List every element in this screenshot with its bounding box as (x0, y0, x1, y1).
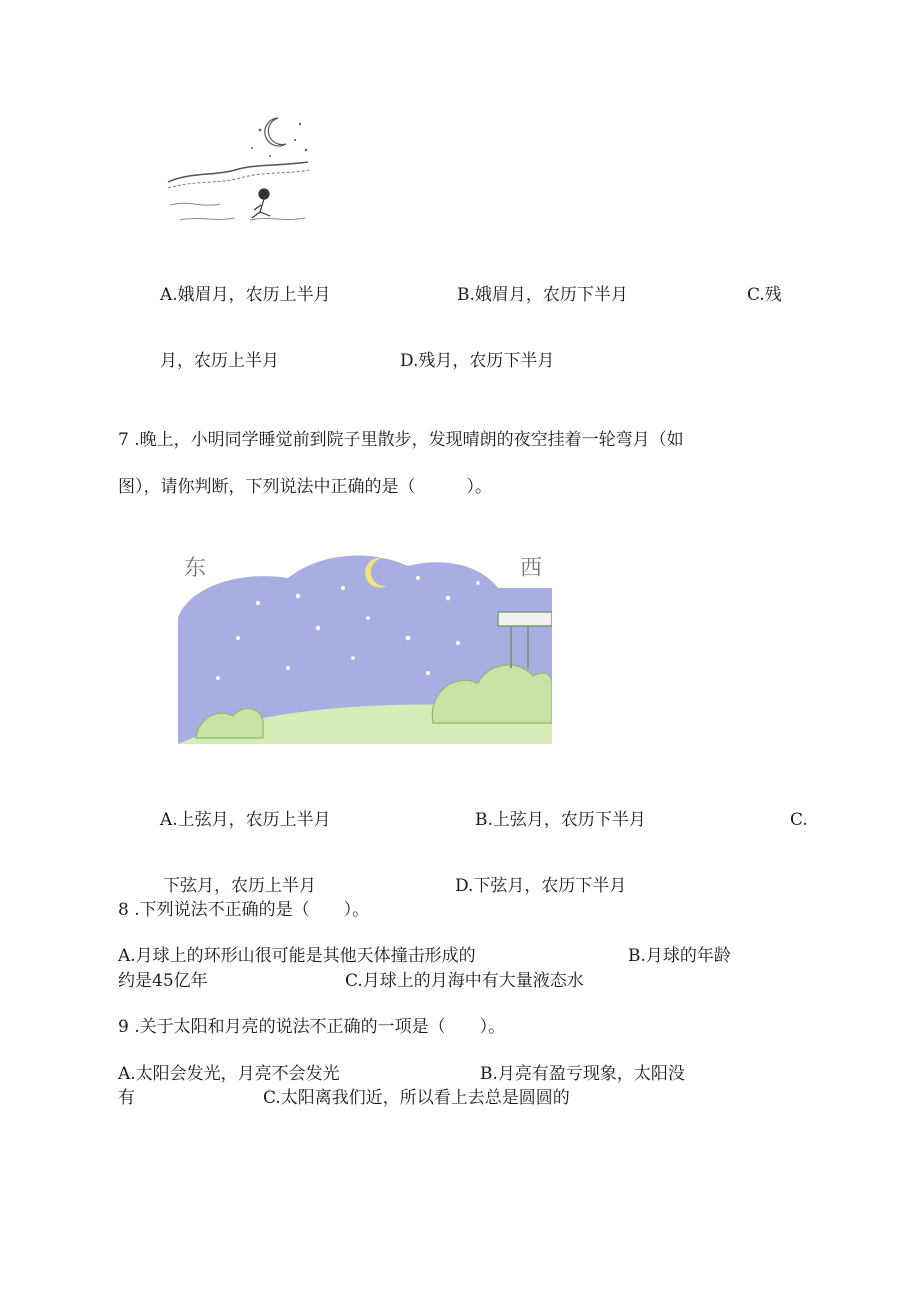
q6-option-c-rest[interactable]: 月，农历上半月 (160, 351, 279, 371)
q7-stem-line2: 图），请你判断，下列说法中正确的是（ ）。 (118, 477, 492, 497)
q9-option-b-part[interactable]: B.月亮有盈亏现象，太阳没 (480, 1064, 685, 1084)
q7-option-c-rest[interactable]: 下弦月，农历上半月 (163, 876, 316, 896)
moon-sketch-illustration (160, 110, 315, 235)
q6-option-a[interactable]: A.娥眉月，农历上半月 (160, 285, 331, 305)
q7-option-b[interactable]: B.上弦月，农历下半月 (475, 810, 646, 830)
q9-stem: 9 .关于太阳和月亮的说法不正确的一项是（ ）。 (118, 1017, 506, 1037)
q8-stem: 8 .下列说法不正确的是（ ）。 (118, 900, 370, 920)
q9-option-b-rest[interactable]: 有 (118, 1088, 135, 1108)
east-label: 东 (184, 556, 207, 581)
q7-option-a[interactable]: A.上弦月，农历上半月 (160, 810, 331, 830)
night-sky-illustration (178, 548, 552, 744)
q7-stem-line1: 7 .晚上，小明同学睡觉前到院子里散步，发现晴朗的夜空挂着一轮弯月（如 (118, 430, 684, 450)
q6-option-d[interactable]: D.残月，农历下半月 (400, 351, 555, 371)
star-icons (251, 123, 307, 157)
crescent-moon-icon (265, 118, 286, 146)
q7-figure-night-sky (178, 548, 552, 744)
q9-option-a[interactable]: A.太阳会发光，月亮不会发光 (118, 1064, 340, 1084)
west-label: 西 (520, 556, 543, 581)
q6-option-c-part[interactable]: C.残 (747, 285, 782, 305)
q9-option-c[interactable]: C.太阳离我们近，所以看上去总是圆圆的 (263, 1088, 570, 1108)
q8-option-b-part[interactable]: B.月球的年龄 (628, 946, 731, 966)
q7-option-d[interactable]: D.下弦月，农历下半月 (455, 876, 627, 896)
q6-option-b[interactable]: B.娥眉月，农历下半月 (457, 285, 628, 305)
q8-option-c[interactable]: C.月球上的月海中有大量液态水 (345, 971, 584, 991)
child-figure (252, 189, 270, 218)
q7-option-c-part[interactable]: C. (790, 810, 808, 830)
q8-option-a[interactable]: A.月球上的环形山很可能是其他天体撞击形成的 (118, 946, 476, 966)
q6-figure-child-watching-moon (160, 110, 315, 235)
q8-option-b-rest[interactable]: 约是45亿年 (118, 971, 208, 991)
